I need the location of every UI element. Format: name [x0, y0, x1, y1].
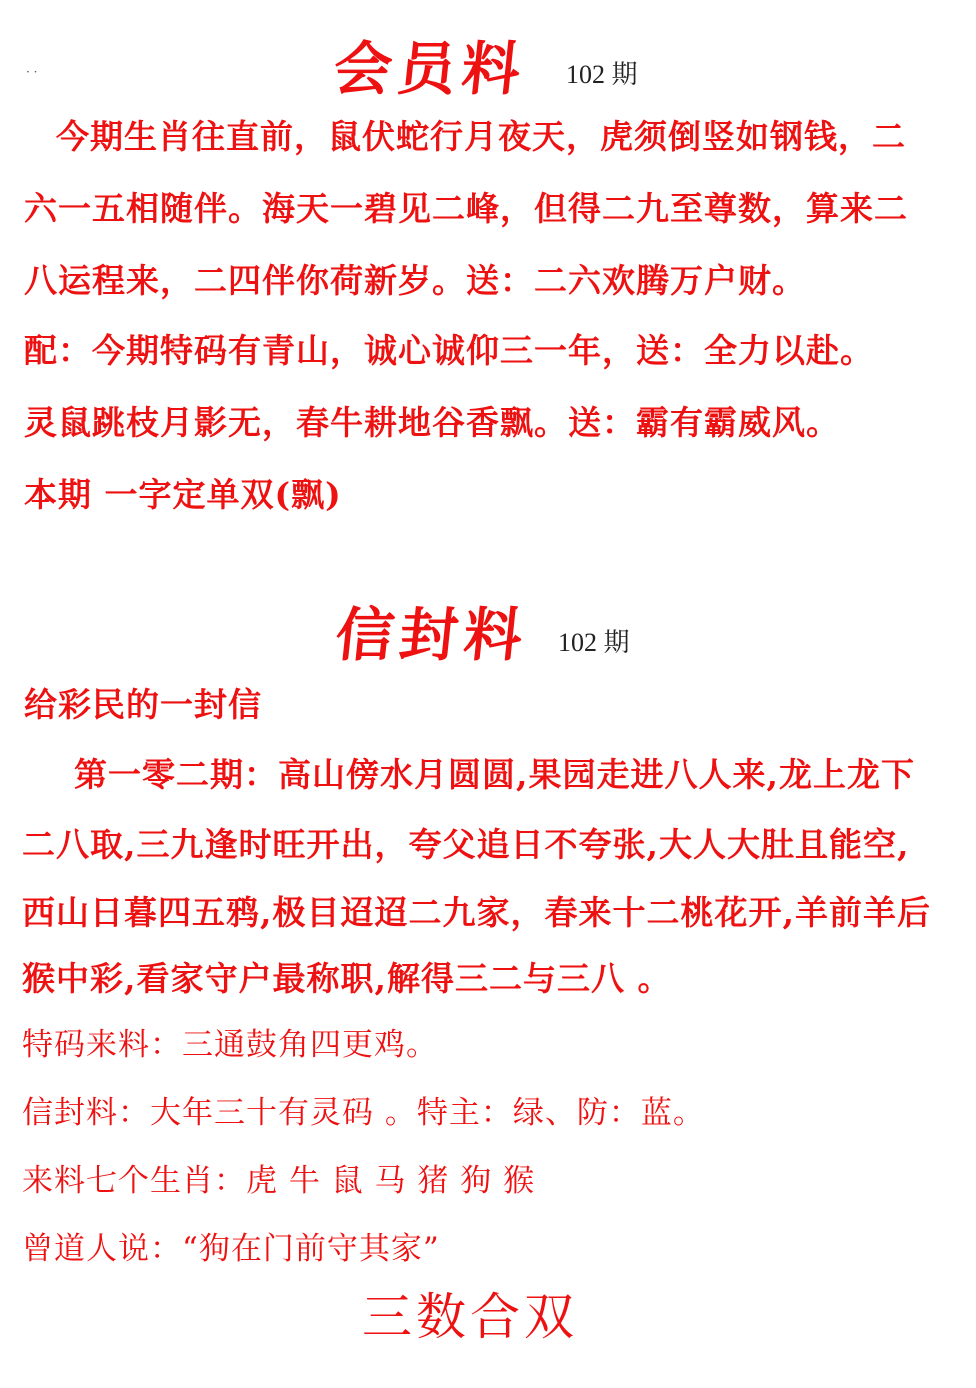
section2-line: 二八取,三九逢时旺开出，夸父追日不夸张,大人大肚且能空,	[22, 825, 910, 864]
section1-line: 灵鼠跳枝月影无，春牛耕地谷香飘。送：霸有霸威风。	[24, 403, 840, 442]
section2-line: 猴中彩,看家守户最称职,解得三二与三八 。	[22, 959, 672, 998]
section2-line: 第一零二期：高山傍水月圆圆,果园走进八人来,龙上龙下	[74, 755, 915, 794]
section1-line: 本期 一字定单双(飘)	[24, 475, 342, 514]
section1-line: 六一五相随伴。海天一碧见二峰，但得二九至尊数，算来二	[24, 189, 908, 228]
section1-line: 八运程来，二四伴你荷新岁。送：二六欢腾万户财。	[24, 261, 806, 300]
section1-line: 今期生肖往直前，鼠伏蛇行月夜天，虎须倒竖如钢钱，二	[56, 117, 906, 156]
section2-issue: 102 期	[558, 628, 630, 657]
section2-subtitle: 给彩民的一封信	[24, 685, 262, 724]
section2-line: 特码来料：三通鼓角四更鸡。	[22, 1027, 438, 1063]
section2-line: 曾道人说：“狗在门前守其家”	[22, 1231, 440, 1267]
footer-tag: 三数合双	[362, 1288, 578, 1346]
section2-line: 信封料：大年三十有灵码 。特主：绿、防：蓝。	[22, 1095, 705, 1131]
section2-line: 西山日暮四五鸦,极目迢迢二九家，春来十二桃花开,羊前羊后	[22, 893, 931, 932]
section2-line: 来料七个生肖：虎 牛 鼠 马 猪 狗 猴	[22, 1163, 536, 1199]
section1-title: 会员料	[330, 35, 530, 103]
section1-issue: 102 期	[566, 60, 638, 89]
scan-specks: · ·	[26, 65, 38, 79]
section1-line: 配：今期特码有青山，诚心诚仰三一年，送：全力以赴。	[24, 331, 874, 370]
section2-title: 信封料	[332, 601, 532, 669]
